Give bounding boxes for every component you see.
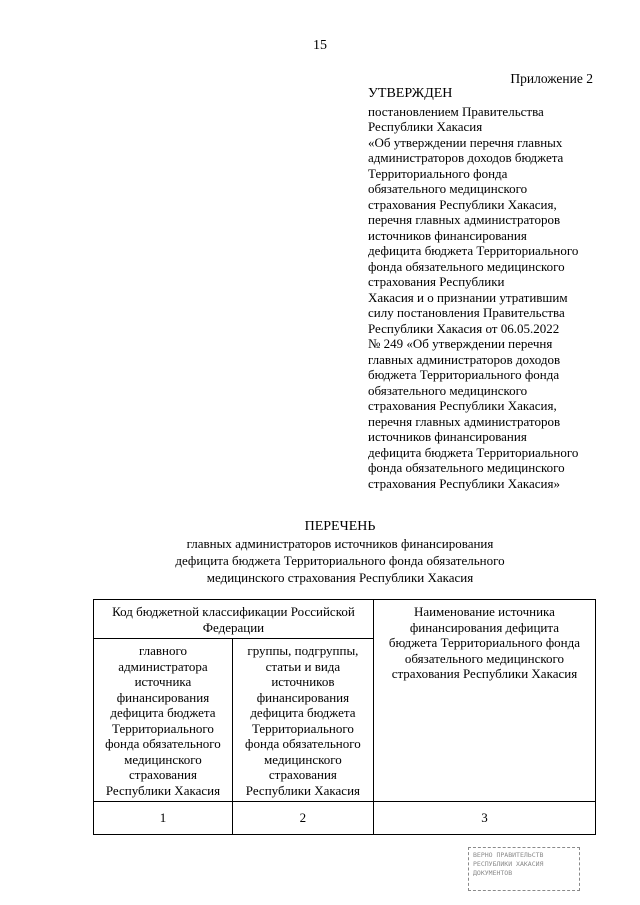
approval-line: страхования Республики [368,274,505,289]
list-subtitle [0,535,640,586]
stamp-line: ДОКУМЕНТОВ [473,869,513,877]
approval-line: силу постановления Правительства [368,305,565,320]
header-text-line: обязательного медицинского [404,650,564,666]
header-text-line: главного [138,643,187,658]
header-text-line: бюджета Территориального фонда [388,635,580,650]
header-text-line: фонда обязательного [245,736,361,751]
column-number: 2 [232,802,373,835]
approval-line: постановлением Правительства [368,103,544,119]
header-text-line: финансирования [256,689,350,705]
header-text-line: Республики Хакасия [245,782,361,798]
header-text-line: источника [134,674,192,689]
header-text-line: группы, подгруппы, [247,643,359,658]
list-subtitle-line: медицинского страхования Республики Хакасия [206,570,474,585]
approval-line: № 249 «Об утверждении перечня [368,336,553,351]
column-number: 3 [373,802,595,835]
approval-title: УТВЕРЖДЕН [368,86,453,101]
header-source-name [373,600,595,802]
column-number-row [94,802,596,835]
header-text-line: финансирования дефицита [409,619,559,635]
column-number: 1 [94,802,233,835]
approval-line: Республики Хакасия от 06.05.2022 [368,320,560,336]
approval-line: перечня главных администраторов [368,212,561,227]
approval-line: источников финансирования [368,227,527,243]
approval-line: дефицита бюджета Территориального [368,444,579,460]
approval-text [368,104,608,492]
header-text-line: дефицита бюджета [250,705,356,720]
approval-line: фонда обязательного медицинского [368,258,565,274]
header-text-line: администратора [118,658,208,674]
approval-block [368,86,608,491]
header-text-line: страхования [268,767,337,782]
header-text-line: страхования Республики Хакасия [391,666,578,681]
approval-line: перечня главных администраторов [368,413,561,429]
header-text-line: финансирования [116,689,210,705]
header-text-line: медицинского [124,751,202,767]
list-subtitle-line: дефицита бюджета Территориального фонда обязательного [175,553,505,568]
approval-line: источников финансирования [368,429,527,444]
approval-line: обязательного медицинского [368,181,528,196]
page-number: 15 [313,38,327,53]
sources-table [93,599,596,835]
stamp-line: РЕСПУБЛИКИ ХАКАСИЯ [473,860,544,868]
header-text-line: Наименование источника [413,604,555,619]
header-text-line: Федерации [202,619,265,635]
approval-line: главных администраторов доходов [368,351,561,367]
approval-line: «Об утверждении перечня главных [368,134,563,150]
approval-line: страхования Республики Хакасия» [368,475,560,491]
header-text-line: дефицита бюджета [110,705,216,720]
stamp-line: ВЕРНО ПРАВИТЕЛЬСТВ [473,851,544,859]
approval-line: Территориального фонда [368,165,508,181]
approval-line: обязательного медицинского [368,382,528,398]
header-text-line: Республики Хакасия [105,782,221,798]
approval-line: страхования Республики Хакасия, [368,398,557,413]
list-title: ПЕРЕЧЕНЬ [304,519,376,534]
header-text-line: Территориального [251,720,354,736]
approval-line: Хакасия и о признании утратившим [368,289,568,305]
approval-line: Республики Хакасия [368,119,483,134]
approval-line: страхования Республики Хакасия, [368,196,557,212]
header-text-line: статьи и вида [265,658,341,674]
header-text-line: Код бюджетной классификации Российской [112,604,355,619]
header-source-groups [232,639,373,802]
header-text-line: медицинского [264,751,342,767]
table-header-row [94,600,596,639]
header-budget-classification-code [94,600,374,639]
list-subtitle-line: главных администраторов источников финансирования [186,536,494,551]
approval-line: дефицита бюджета Территориального [368,243,579,258]
appendix-label: Приложение 2 [510,71,593,86]
header-text-line: источников [271,674,335,689]
header-text-line: Территориального [112,720,214,736]
approval-line: администраторов доходов бюджета [368,150,564,165]
header-chief-administrator [94,639,233,802]
approval-line: фонда обязательного медицинского [368,460,565,475]
header-text-line: страхования [128,767,197,782]
header-text-line: фонда обязательного [105,736,221,751]
document-stamp [468,847,580,891]
approval-line: бюджета Территориального фонда [368,367,560,382]
